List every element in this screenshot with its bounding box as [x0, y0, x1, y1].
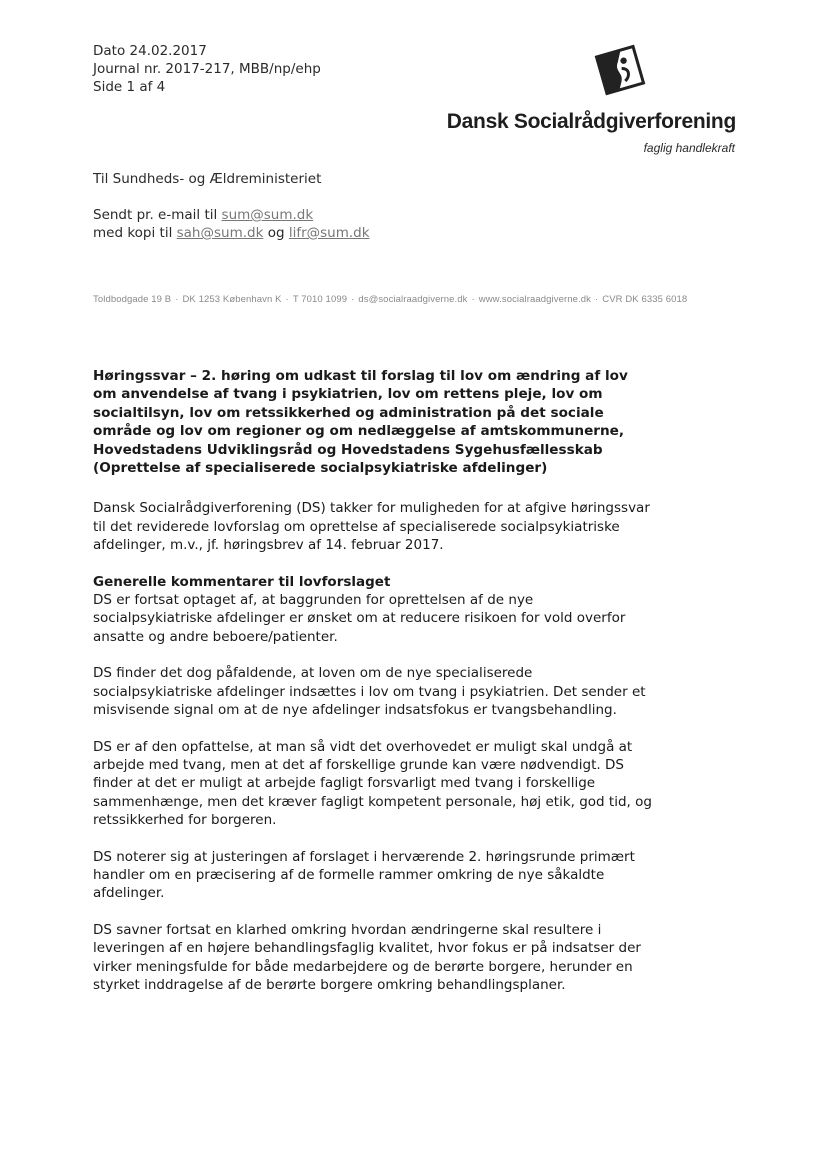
- document-meta: [93, 42, 321, 96]
- contact-address: Toldbodgade 19 B: [93, 294, 172, 305]
- contact-separator: ·: [285, 294, 289, 305]
- contact-separator: ·: [175, 294, 179, 305]
- sent-prefix: Sendt pr. e-mail til: [93, 207, 222, 223]
- contact-separator: ·: [351, 294, 355, 305]
- recipient: Til Sundheds- og Ældreministeriet: [93, 171, 322, 187]
- sent-line: [93, 206, 370, 224]
- body-paragraph: DS noterer sig at justeringen af forslaget i herværende 2. høringsrunde primært handler om en præcisering af de formelle rammer omkring de nye såkaldte afdelinger.: [93, 848, 635, 902]
- copy-prefix: med kopi til: [93, 225, 177, 241]
- document-date: Dato 24.02.2017: [93, 43, 207, 59]
- contact-cvr: CVR DK 6335 6018: [602, 294, 688, 305]
- email-link-sum[interactable]: sum@sum.dk: [221, 207, 314, 223]
- body-paragraph: DS savner fortsat en klarhed omkring hvordan ændringerne skal resultere i leveringen af en højere behandlingsfaglig kvalitet, hvor fokus er på indsatser der virker meningsfulde for både medarbejdere og de berørte borgere, herunder en styrket inddragelse af de berørte borgere omkring behandlingsplaner.: [93, 921, 641, 993]
- journal-number: Journal nr. 2017-217, MBB/np/ehp: [93, 61, 321, 77]
- page-number: Side 1 af 4: [93, 79, 166, 95]
- copy-conjunction: og: [263, 225, 289, 241]
- body-paragraph: DS er af den opfattelse, at man så vidt det overhovedet er muligt skal undgå at arbejde med tvang, men at det af forskellige grunde kan være nødvendigt. DS finder at det er muligt at arbejde fagligt forsvarligt med tvang i forskellige sammenhænge, men det kræver fagligt kompetent personale, høj etik, god tid, og retssikkerhed for borgeren.: [93, 738, 652, 829]
- email-link-lifr[interactable]: lifr@sum.dk: [288, 225, 370, 241]
- ds-logo-icon: [592, 42, 648, 98]
- organization-tagline: faglig handlekraft: [643, 141, 735, 155]
- body-paragraph: DS finder det dog påfaldende, at loven om de nye specialiserede socialpsykiatriske afdelinger indsættes i lov om tvang i psykiatrien. Det sender et misvisende signal om at de nye afdelinger indsatsfokus er tvangsbehandling.: [93, 665, 646, 719]
- contact-web[interactable]: www.socialraadgiverne.dk: [478, 294, 591, 305]
- contact-separator: ·: [471, 294, 475, 305]
- sent-info: [93, 206, 370, 242]
- organization-name: Dansk Socialrådgiverforening: [446, 110, 736, 133]
- contact-line: [93, 294, 687, 305]
- letter-body: [93, 367, 653, 1012]
- section-heading: Generelle kommentarer til lovforslaget: [93, 573, 391, 590]
- body-paragraph: DS er fortsat optaget af, at baggrunden for oprettelsen af de nye socialpsykiatriske afdelinger er ønsket om at reducere risikoen for vold overfor ansatte og andre beboere/patienter.: [93, 592, 626, 645]
- intro-paragraph: Dansk Socialrådgiverforening (DS) takker for muligheden for at afgive høringssvar til det reviderede lovforslag om oprettelse af specialiserede socialpsykiatriske afdelinger, m.v., jf. høringsbrev af 14. februar 2017.: [93, 500, 650, 554]
- letter-title: Høringssvar – 2. høring om udkast til forslag til lov om ændring af lov om anvendelse af tvang i psykiatrien, lov om rettens pleje, lov om socialtilsyn, lov om retssikkerhed og administration på det sociale område og lov om regioner og om nedlæggelse af amtskommunerne, Hovedstadens Udviklingsråd og Hovedstadens Sygehusfællesskab (Oprettelse af specialiserede socialpsykiatriske afdelinger): [93, 368, 628, 477]
- email-link-sah[interactable]: sah@sum.dk: [176, 225, 264, 241]
- contact-phone: T 7010 1099: [292, 294, 348, 305]
- contact-email[interactable]: ds@socialraadgiverne.dk: [358, 294, 468, 305]
- contact-city: DK 1253 København K: [182, 294, 282, 305]
- contact-separator: ·: [594, 294, 599, 305]
- copy-line: [93, 224, 370, 242]
